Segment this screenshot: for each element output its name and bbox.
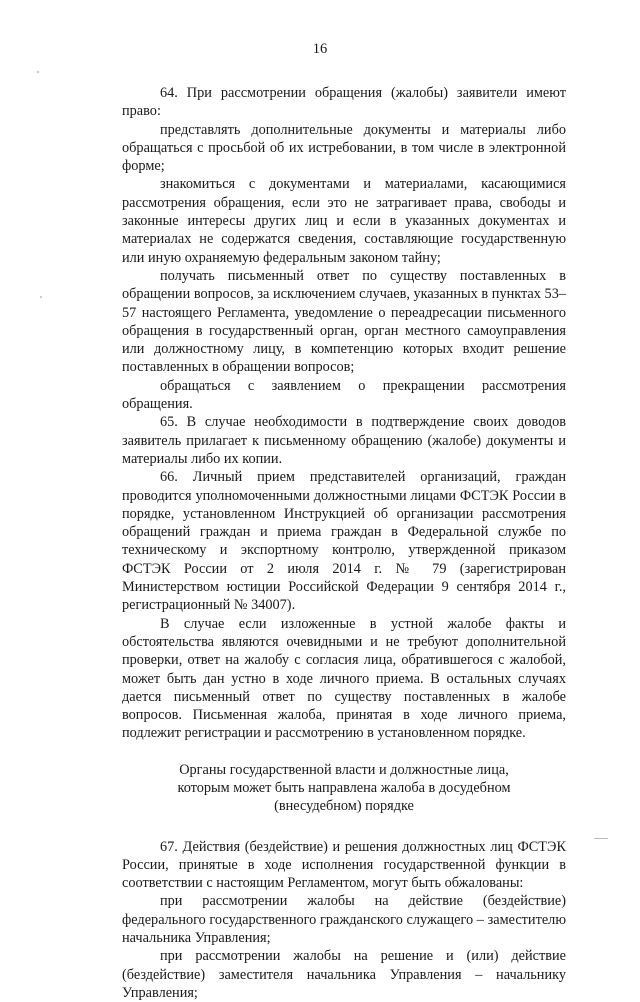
document-body [122, 84, 566, 1002]
paragraph-64-right-1: представлять дополнительные документы и материалы либо обращаться с просьбой об их истребовании, в том числе в электронной форме; [122, 121, 566, 175]
section-heading-line: (внесудебном) порядке [274, 798, 414, 815]
paragraph-64-right-3: получать письменный ответ по существу поставленных в обращении вопросов, за исключением случаев, указанных в пунктах 53–57 настоящего Регламента, уведомление о переадресации письменного обращения в государственный орган, орган местного самоуправления или должностному лицу, в компетенцию которых входит решение поставленных в обращении вопросов; [122, 267, 566, 376]
heading-spacer [122, 816, 566, 838]
paragraph-66: 66. Личный прием представителей организаций, граждан проводится уполномоченными должностными лицами ФСТЭК России в порядке, установленном Инструкцией об организации рассмотрения обращений граждан и приема граждан в Федеральной службе по техническому и экспортному контролю, утвержденной приказом ФСТЭК России от 2 июля 2014 г. № 79 (зарегистрирован Министерством юстиции Российской Федерации 9 сентября 2014 г., регистрационный № 34007). [122, 469, 566, 614]
section-heading [122, 761, 566, 816]
scan-speck [37, 71, 39, 73]
section-heading-line: которым может быть направлена жалоба в досудебном [177, 779, 511, 796]
paragraph-67-item-1: при рассмотрении жалобы на действие (бездействие) федерального государственного гражданского служащего – заместителю начальника Управления; [122, 893, 566, 947]
paragraph-64-right-4: обращаться с заявлением о прекращении рассмотрения обращения. [122, 377, 566, 413]
scan-speck [40, 296, 42, 298]
paragraph-66-continued: В случае если изложенные в устной жалобе факты и обстоятельства являются очевидными и не требуют дополнительной проверки, ответ на жалобу с согласия лица, обратившегося с жалобой, может быть дан устно в ходе личного приема. В остальных случаях дается письменный ответ по существу поставленных в жалобе вопросов. Письменная жалоба, принятая в ходе личного приема, подлежит регистрации и рассмотрению в установленном порядке. [122, 615, 566, 742]
paragraph-65: 65. В случае необходимости в подтверждение своих доводов заявитель прилагает к письменному обращению (жалобе) документы и материалы либо их копии. [122, 414, 566, 467]
section-heading-line: Органы государственной власти и должностные лица, [179, 761, 509, 778]
paragraph-67-item-2: при рассмотрении жалобы на решение и (или) действие (бездействие) заместителя начальника Управления – начальнику Управления; [122, 948, 566, 1001]
page-number: 16 [312, 41, 328, 57]
scan-speck [594, 838, 608, 839]
paragraph-64-right-2: знакомиться с документами и материалами, касающимися рассмотрения обращения, если это не затрагивает права, свободы и законные интересы других лиц и если в указанных документах и материалах не содержатся сведения, составляющие государственную или иную охраняемую федеральным законом тайну; [122, 176, 566, 266]
paragraph-67: 67. Действия (бездействие) и решения должностных лиц ФСТЭК России, принятые в ходе исполнения государственной функции в соответствии с настоящим Регламентом, могут быть обжалованы: [122, 838, 566, 892]
paragraph-64: 64. При рассмотрении обращения (жалобы) заявители имеют право: [122, 85, 566, 120]
